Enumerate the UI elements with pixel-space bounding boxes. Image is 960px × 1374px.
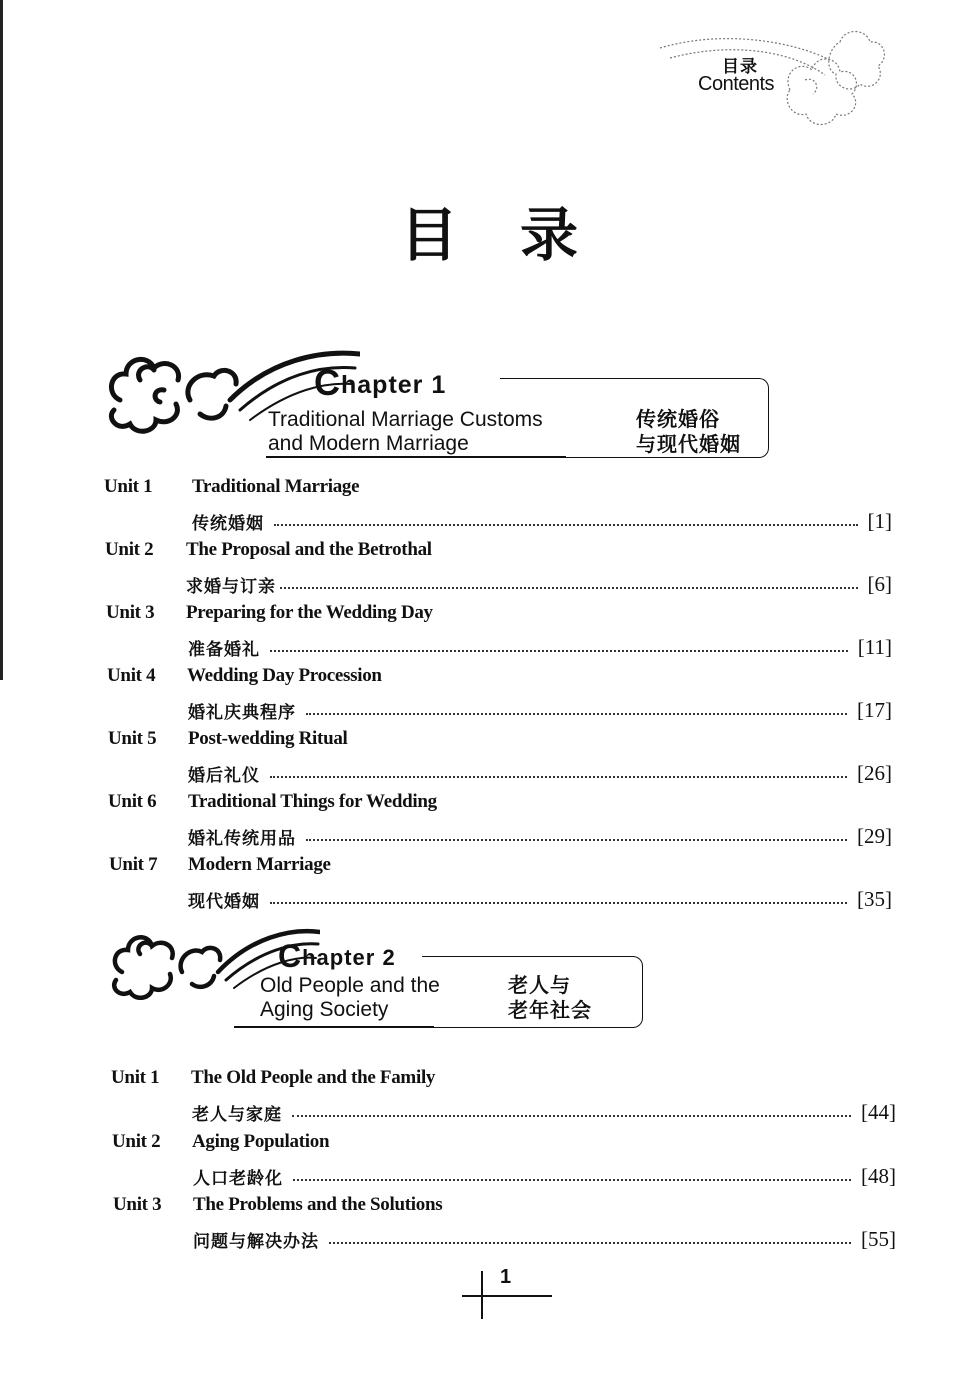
unit-title-cn: 现代婚姻 (188, 891, 260, 912)
page-reference: [17] (857, 697, 892, 722)
unit-title-cn: 问题与解决办法 (193, 1231, 319, 1252)
page-reference: [1] (867, 508, 892, 533)
page-reference: [55] (861, 1226, 896, 1251)
toc-entry[interactable] (0, 539, 960, 603)
unit-number: Unit 1 (104, 476, 153, 497)
unit-title-cn: 老人与家庭 (192, 1104, 282, 1125)
running-header-en: Contents (698, 73, 775, 95)
unit-number: Unit 5 (108, 728, 157, 749)
dot-leader (306, 839, 847, 841)
dot-leader (292, 1115, 851, 1117)
chapter-underline (234, 1026, 434, 1028)
chapter-title-cn-line1: 传统婚俗 (636, 407, 720, 431)
unit-title-en: The Old People and the Family (191, 1067, 436, 1088)
unit-number: Unit 1 (111, 1067, 160, 1088)
dot-leader (306, 713, 847, 715)
page-reference: [11] (857, 634, 892, 659)
chapter-1-banner (100, 340, 780, 465)
folio-rule-horizontal (462, 1295, 552, 1297)
page-reference: [35] (857, 886, 892, 911)
page-reference: [44] (861, 1099, 896, 1124)
chapter-title-en-line1: Traditional Marriage Customs (268, 408, 543, 431)
dot-leader (270, 650, 848, 652)
unit-title-en: Post-wedding Ritual (188, 728, 348, 749)
page-title: 目录 (400, 201, 641, 269)
unit-title-en: Traditional Things for Wedding (188, 791, 437, 812)
unit-title-cn: 求婚与订亲 (186, 576, 276, 597)
toc-entry[interactable] (0, 476, 960, 540)
page-reference: [29] (857, 823, 892, 848)
toc-entry[interactable] (0, 665, 960, 729)
chapter-title-en-line2: Aging Society (260, 998, 389, 1021)
unit-title-en: The Proposal and the Betrothal (186, 539, 432, 560)
unit-number: Unit 3 (113, 1194, 162, 1215)
toc-entry[interactable] (0, 602, 960, 666)
chapter-2-banner (100, 920, 660, 1035)
unit-number: Unit 2 (105, 539, 154, 560)
unit-title-en: The Problems and the Solutions (193, 1194, 443, 1215)
dot-leader (329, 1242, 851, 1244)
unit-title-cn: 婚礼庆典程序 (188, 702, 296, 723)
toc-entry[interactable] (0, 1067, 960, 1131)
chapter-title-en-line2: and Modern Marriage (268, 432, 469, 455)
unit-title-cn: 传统婚姻 (192, 513, 264, 534)
unit-number: Unit 2 (112, 1131, 161, 1152)
page-number: 1 (500, 1266, 512, 1288)
chapter-label-text: hapter 2 (302, 945, 396, 970)
page-reference: [48] (861, 1163, 896, 1188)
chapter-initial: C (314, 362, 341, 403)
unit-number: Unit 4 (107, 665, 156, 686)
chapter-title-cn-line2: 老年社会 (508, 998, 592, 1022)
toc-entry[interactable] (0, 1131, 960, 1195)
unit-number: Unit 6 (108, 791, 157, 812)
dot-leader (280, 587, 858, 589)
unit-number: Unit 3 (106, 602, 155, 623)
unit-title-cn: 婚后礼仪 (188, 765, 260, 786)
chapter-title-cn-line2: 与现代婚姻 (636, 432, 741, 456)
chapter-title-cn (508, 973, 592, 1023)
page-reference: [26] (857, 760, 892, 785)
chapter-title-cn (636, 407, 741, 457)
page-number-folio (462, 1266, 552, 1320)
unit-title-en: Traditional Marriage (192, 476, 360, 497)
unit-title-cn: 婚礼传统用品 (188, 828, 296, 849)
chapter-label (278, 938, 396, 975)
unit-title-en: Aging Population (192, 1131, 330, 1152)
dot-leader (270, 776, 847, 778)
dot-leader (274, 524, 858, 526)
chapter-title-en (260, 974, 440, 1022)
chapter-label-text: hapter 1 (341, 371, 447, 399)
chapter-underline (266, 456, 566, 458)
chapter-title-cn-line1: 老人与 (508, 973, 571, 997)
chapter-title-en (268, 408, 543, 456)
page-reference: [6] (867, 571, 892, 596)
chapter-title-en-line1: Old People and the (260, 974, 440, 997)
dot-leader (270, 902, 847, 904)
unit-title-en: Wedding Day Procession (187, 665, 382, 686)
chapter-label (314, 362, 446, 404)
running-header-cn: 目录 (722, 57, 758, 77)
running-header (640, 20, 900, 130)
toc-entry[interactable] (0, 791, 960, 855)
unit-number: Unit 7 (109, 854, 158, 875)
unit-title-cn: 人口老龄化 (193, 1168, 283, 1189)
unit-title-cn: 准备婚礼 (188, 639, 260, 660)
unit-title-en: Preparing for the Wedding Day (186, 602, 433, 623)
toc-entry[interactable] (0, 728, 960, 792)
toc-entry[interactable] (0, 854, 960, 918)
toc-entry[interactable] (0, 1194, 960, 1258)
unit-title-en: Modern Marriage (188, 854, 331, 875)
chapter-initial: C (278, 938, 303, 974)
dot-leader (293, 1179, 851, 1181)
folio-rule-vertical (481, 1271, 483, 1319)
